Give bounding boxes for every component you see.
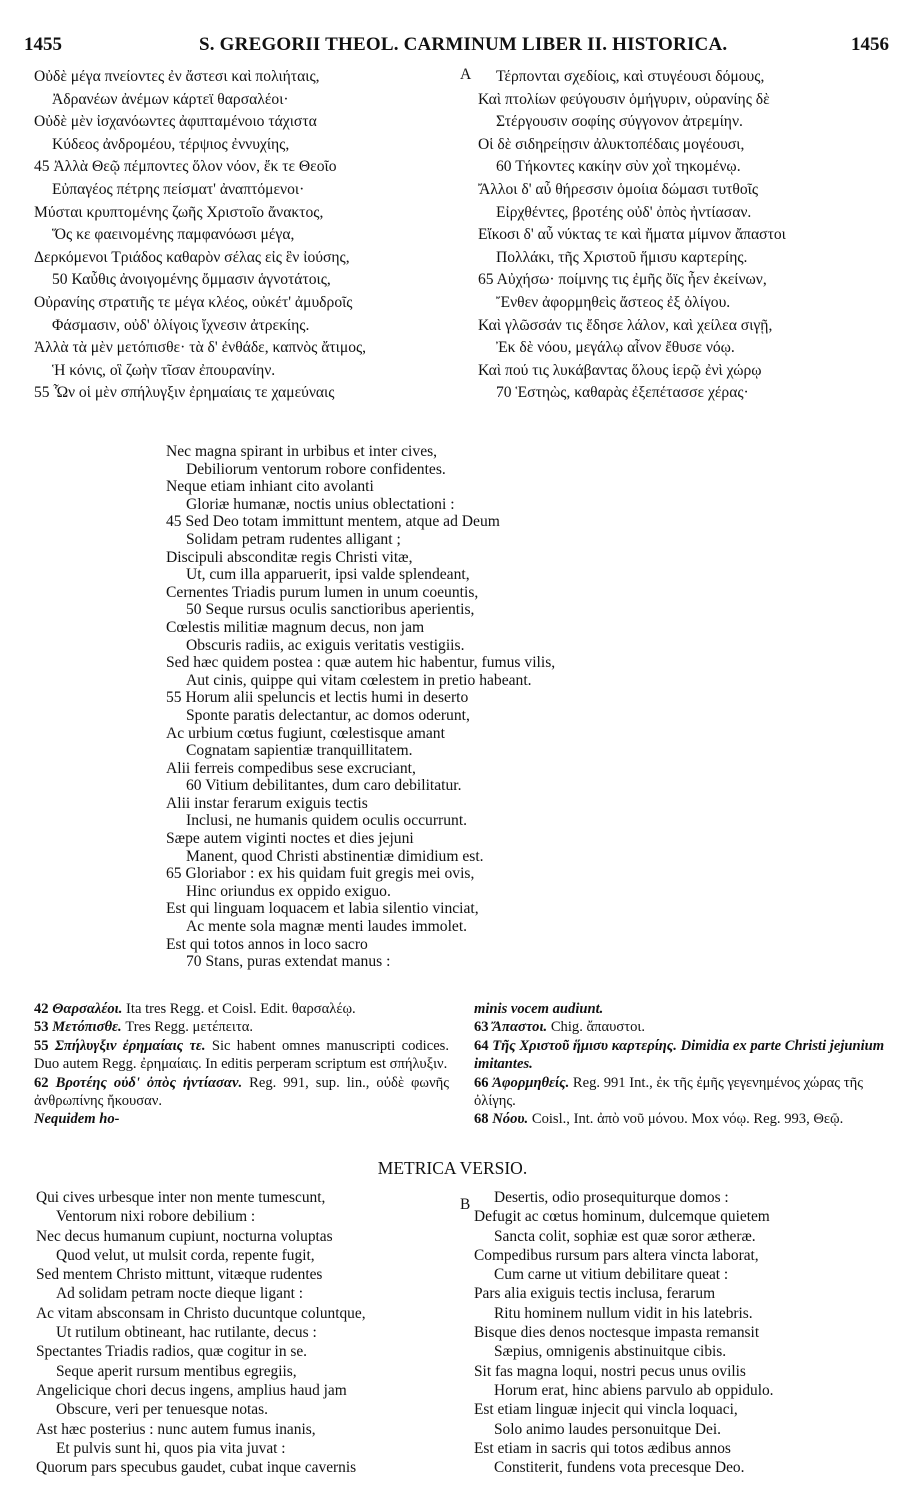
footnote	[34, 1037, 449, 1074]
greek-verse-line: Εἰρχθέντες, βροτέης οὐδ' ὀπὸς ἠντίασαν.	[496, 203, 752, 221]
latin-verse-line: Obscuris radiis, ac exiguis veritatis vestigiis.	[186, 636, 465, 654]
metrical-verse-line: Defugit ac cœtus hominum, dulcemque quietem	[474, 1208, 770, 1226]
page-number-right: 1456	[851, 34, 889, 55]
greek-verse-line: Ἀδρανέων ἀνέμων κάρτεϊ θαρσαλέοι·	[52, 90, 289, 108]
metrical-verse-line: Bisque dies denos noctesque impasta remansit	[474, 1324, 760, 1342]
latin-verse-line: 50 Seque rursus oculis sanctioribus aperientis,	[186, 601, 475, 619]
metrica-versio-heading: METRICA VERSIO.	[377, 1158, 528, 1178]
footnote-lemma: Μετόπισθε.	[52, 1019, 122, 1036]
footnote-lemma: Θαρσαλέοι.	[52, 1001, 123, 1017]
footnote-ref: 53	[34, 1019, 53, 1036]
latin-verse-line: 65 Gloriabor : ex his quidam fuit gregis mei ovis,	[166, 865, 475, 883]
metrical-verse-line: Ad solidam petram nocte dieque ligant :	[56, 1285, 304, 1303]
footnote-text: Ita tres Regg. et Coisl. Edit. θαρσαλέῳ.	[122, 1001, 356, 1017]
footnote-text: Reg. 991, sup. lin., οὐδὲ φωνῆς ἀνθρωπίνης ἤκουσαν.	[34, 1074, 449, 1110]
footnote	[34, 1110, 449, 1128]
latin-verse-line: Sponte paratis delectantur, ac domos oderunt,	[186, 706, 470, 724]
greek-verse-line: Δερκόμενοι Τριάδος καθαρὸν σέλας εἰς ἓν ἰούσης,	[34, 248, 350, 266]
footnote-ref: 68	[474, 1111, 493, 1128]
metrical-verse-line: Est etiam linguæ injecit qui vincla loquaci,	[474, 1401, 738, 1419]
metrical-verse-line: Ast hæc posterius : nunc autem fumus inanis,	[36, 1420, 316, 1438]
footnote-lemma: Ἀφορμηθείς.	[492, 1074, 570, 1091]
footnote	[474, 1110, 894, 1128]
latin-verse-line: Est qui linguam loquacem et labia silentio vinciat,	[166, 900, 479, 918]
greek-verse-line: Οἱ δὲ σιδηρείῃσιν ἀλυκτοπέδαις μογέουσι,	[478, 135, 745, 153]
footnote	[34, 1000, 449, 1018]
latin-verse-line: Discipuli absconditæ regis Christi vitæ,	[166, 548, 413, 566]
footnote	[474, 1037, 894, 1074]
greek-text-right-column	[478, 66, 898, 405]
footnote-lemma: Νόου.	[492, 1111, 529, 1128]
metrical-verse-line: Sancta colit, sophiæ est quæ soror ætheræ.	[494, 1227, 756, 1245]
greek-verse-line: Μύσται κρυπτομένης ζωῆς Χριστοῖο ἄνακτος,	[34, 203, 324, 221]
latin-verse-line: 70 Stans, puras extendat manus :	[186, 953, 391, 971]
metrical-verse-line: Ventorum nixi robore debilium :	[56, 1208, 256, 1226]
latin-verse-line: 45 Sed Deo totam immittunt mentem, atque ad Deum	[166, 513, 500, 531]
metrical-verse-line: Ut rutilum obtineant, hac rutilante, decus :	[56, 1324, 317, 1342]
latin-verse-line: Est qui totos annos in loco sacro	[166, 935, 368, 953]
metrical-version-right-column	[474, 1188, 894, 1477]
latin-verse-line: Debiliorum ventorum robore confidentes.	[186, 460, 446, 478]
latin-verse-line: Ac mente sola magnæ menti laudes immolet.	[186, 918, 468, 936]
column-marker-a: A	[460, 66, 472, 83]
footnote	[474, 1000, 894, 1018]
metrical-verse-line: Seque aperit rursum mentibus egregiis,	[56, 1362, 297, 1380]
latin-verse-line: Manent, quod Christi abstinentiæ dimidium est.	[186, 847, 484, 865]
footnote-lemma: Ἄπαστοι.	[492, 1019, 548, 1036]
footnote	[474, 1074, 894, 1111]
metrical-verse-line: Desertis, odio prosequiturque domos :	[494, 1189, 729, 1206]
latin-verse-line: Sed hæc quidem postea : quæ autem hic habentur, fumus vilis,	[166, 654, 556, 672]
greek-verse-line: Εὐπαγέος πέτρης πείσματ' ἀναπτόμενοι·	[52, 180, 305, 198]
latin-verse-line: Inclusi, ne humanis quidem oculis occurrunt.	[186, 812, 468, 830]
greek-verse-line: Καὶ γλῶσσάν τις ἔδησε λάλον, καὶ χείλεα σιγῇ,	[478, 316, 773, 334]
metrical-verse-line: Sit fas magna loqui, nostri pecus unus ovilis	[474, 1362, 746, 1380]
footnote-ref: 63	[474, 1019, 493, 1036]
greek-verse-line: Ὅς κε φαεινομένης παμφανόωσι μέγα,	[52, 226, 295, 244]
greek-verse-line: Ἡ κόνις, οἳ ζωὴν τῖσαν ἐπουρανίην.	[52, 361, 276, 379]
footnote-text: Chig. ἄπαυστοι.	[547, 1019, 645, 1036]
metrical-verse-line: Et pulvis sunt hi, quos pia vita juvat :	[56, 1439, 286, 1457]
metrical-verse-line: Ritu hominem nullum vidit in his latebris.	[494, 1304, 753, 1322]
greek-verse-line: Ἔνθεν ἀφορμηθεὶς ἄστεος ἐξ ὀλίγου.	[496, 293, 731, 311]
greek-verse-line: 70 Ἑστηὼς, καθαρὰς ἐξεπέτασσε χέρας·	[496, 384, 749, 402]
greek-verse-line: Φάσμασιν, οὐδ' ὀλίγοις ἴχνεσιν ἀτρεκίης.	[52, 316, 310, 334]
column-marker-b: B	[460, 1196, 471, 1213]
footnote-ref: 62	[34, 1074, 56, 1091]
metrical-verse-line: Nec decus humanum cupiunt, nocturna voluptas	[36, 1227, 333, 1245]
footnote	[474, 1018, 894, 1036]
latin-verse-line: Ut, cum illa apparuerit, ipsi valde splendeant,	[186, 566, 470, 584]
latin-verse-line: Cernentes Triadis purum lumen in unum coeuntis,	[166, 583, 479, 601]
footnote-lemma: Τῆς Χριστοῦ ἥμισυ καρτερίης. Dimidia ex parte Christi jejunium imitantes.	[474, 1037, 885, 1073]
footnote-lemma: Nequidem ho-	[34, 1111, 120, 1128]
footnote-ref: 64	[474, 1037, 493, 1054]
latin-translation	[166, 443, 726, 971]
metrical-verse-line: Ac vitam absconsam in Christo ducuntque coluntque,	[36, 1304, 366, 1322]
greek-verse-line: 55 Ὧν οἱ μὲν σπήλυγξιν ἐρημαίαις τε χαμεύναις	[34, 384, 335, 402]
greek-verse-line: Ἐκ δὲ νόου, μεγάλῳ αἶνον ἔθυσε νόῳ.	[496, 339, 735, 357]
greek-verse-line: 45 Ἀλλὰ Θεῷ πέμποντες ὅλον νόον, ἔκ τε Θεοῖο	[34, 158, 337, 176]
running-title: S. GREGORII THEOL. CARMINUM LIBER II. HISTORICA.	[199, 34, 728, 55]
footnote-lemma: minis vocem audiunt.	[474, 1001, 604, 1017]
greek-verse-line: Στέργουσιν σοφίης σύγγονον ἀτρεμίην.	[496, 113, 743, 131]
greek-verse-line: Τέρπονται σχεδίοις, καὶ στυγέουσι δόμους,	[496, 68, 765, 85]
greek-verse-line: 50 Καὖθις ἀνοιγομένης ὄμμασιν ἁγνοτάτοις,	[52, 271, 331, 289]
metrical-verse-line: Est etiam in sacris qui totos ædibus annos	[474, 1439, 731, 1457]
metrical-verse-line: Obscure, veri per tenuesque notas.	[56, 1401, 268, 1419]
greek-verse-line: 60 Τήκοντες κακίην σὺν χοῒ τηκομένῳ.	[496, 158, 741, 176]
footnote-ref: 42	[34, 1001, 53, 1017]
metrical-verse-line: Constiterit, fundens vota precesque Deo.	[494, 1459, 745, 1477]
greek-verse-line: Εἴκοσι δ' αὖ νύκτας τε καὶ ἤματα μίμνον ἄπαστοι	[478, 226, 786, 244]
latin-verse-line: Hinc oriundus ex oppido exiguo.	[186, 882, 391, 900]
metrical-verse-line: Quorum pars specubus gaudet, cubat inque cavernis	[36, 1459, 357, 1477]
footnote-lemma: Σπήλυγξιν ἐρημαίαις τε.	[54, 1037, 206, 1054]
greek-verse-line: Ἄλλοι δ' αὖ θήρεσσιν ὁμοίια δώμασι τυτθοῖς	[478, 180, 759, 198]
latin-verse-line: 60 Vitium debilitantes, dum caro debilitatur.	[186, 777, 462, 795]
footnote	[34, 1074, 449, 1111]
latin-verse-line: Alii instar ferarum exiguis tectis	[166, 794, 368, 812]
latin-verse-line: Gloriæ humanæ, noctis unius oblectationi :	[186, 495, 455, 513]
greek-verse-line: Καὶ πού τις λυκάβαντας ὅλους ἱερῷ ἐνὶ χώρῳ	[478, 361, 762, 379]
metrical-verse-line: Angelicique chori decus ingens, amplius haud jam	[36, 1381, 347, 1399]
metrical-verse-line: Quod velut, ut mulsit corda, repente fugit,	[56, 1246, 315, 1264]
footnote-text: Reg. 991 Int., ἐκ τῆς ἐμῆς γεγενημένος χώρας τῆς ὀλίγης.	[474, 1074, 864, 1110]
page-header	[24, 34, 889, 62]
greek-verse-line: Καὶ πτολίων φεύγουσιν ὁμήγυριν, οὐρανίης δὲ	[478, 90, 770, 108]
greek-verse-line: Ἀλλὰ τὰ μὲν μετόπισθε· τὰ δ' ἐνθάδε, καπνὸς ἄτιμος,	[34, 339, 367, 357]
footnote-ref: 66	[474, 1074, 493, 1091]
latin-verse-line: Nec magna spirant in urbibus et inter cives,	[166, 443, 438, 460]
latin-verse-line: Sæpe autem viginti noctes et dies jejuni	[166, 830, 414, 848]
footnote-lemma: Βροτέης οὐδ' ὀπὸς ἠντίασαν.	[55, 1074, 243, 1091]
metrical-verse-line: Sæpius, omnigenis abstinuitque cibis.	[494, 1343, 727, 1361]
greek-verse-line: Οὐδὲ μὲν ἰσχανόωντες ἀφιπταμένοιο τάχιστα	[34, 113, 317, 131]
footnote-text: Tres Regg. μετέπειτα.	[121, 1019, 254, 1036]
greek-verse-line: 65 Αὐχήσω· ποίμνης τις ἐμῆς ὄϊς ἦεν ἐκείνων,	[478, 271, 767, 289]
footnote-text: Sic habent omnes manuscripti codices. Duo autem Regg. ἐρημαίαις. In editis perperam scriptum est σπήλυξιν.	[34, 1037, 449, 1073]
metrical-verse-line: Horum erat, hinc abiens parvulo ab oppidulo.	[494, 1381, 774, 1399]
latin-verse-line: Solidam petram rudentes alligant ;	[186, 530, 401, 548]
footnotes-left-column	[34, 1000, 449, 1129]
latin-verse-line: Cognatam sapientiæ tranquillitatem.	[186, 742, 413, 760]
greek-verse-line: Πολλάκι, τῆς Χριστοῦ ἥμισυ καρτερίης.	[496, 248, 748, 266]
greek-verse-line: Κύδεος ἀνδρομέου, τέρψιος ἐννυχίης,	[52, 135, 290, 153]
metrical-version-left-column	[36, 1188, 456, 1477]
latin-verse-line: Ac urbium cœtus fugiunt, cœlestisque amant	[166, 724, 445, 742]
metrical-verse-line: Cum carne ut vitium debilitare queat :	[494, 1266, 729, 1284]
greek-verse-line: Οὐδὲ μέγα πνείοντες ἐν ἄστεσι καὶ πολιήταις,	[34, 68, 320, 85]
latin-verse-line: Cœlestis militiæ magnum decus, non jam	[166, 618, 425, 636]
latin-verse-line: 55 Horum alii speluncis et lectis humi in deserto	[166, 689, 469, 707]
metrical-verse-line: Spectantes Triadis radios, quæ cogitur in se.	[36, 1343, 308, 1361]
greek-text-left-column	[34, 66, 454, 405]
metrical-verse-line: Solo animo laudes personuitque Dei.	[494, 1420, 721, 1438]
latin-verse-line: Neque etiam inhiant cito avolanti	[166, 478, 374, 496]
metrical-verse-line: Qui cives urbesque inter non mente tumescunt,	[36, 1189, 326, 1206]
footnote-text: Coisl., Int. ἀπὸ νοῦ μόνου. Mox νόῳ. Reg. 993, Θεῷ.	[528, 1111, 844, 1128]
metrical-verse-line: Sed mentem Christo mittunt, vitæque rudentes	[36, 1266, 323, 1284]
metrical-verse-line: Compedibus rursum pars altera vincta laborat,	[474, 1246, 759, 1264]
latin-verse-line: Aut cinis, quippe qui vitam cœlestem in pretio habeant.	[186, 671, 532, 689]
footnotes-right-column	[474, 1000, 894, 1129]
page-number-left: 1455	[24, 34, 62, 55]
greek-verse-line: Οὐρανίης στρατιῆς τε μέγα κλέος, οὐκέτ' ἀμυδροῖς	[34, 293, 353, 311]
latin-verse-line: Alii ferreis compedibus sese excruciant,	[166, 759, 416, 777]
footnote-ref: 55	[34, 1037, 55, 1054]
footnote	[34, 1018, 449, 1036]
metrical-verse-line: Pars alia exiguis tectis inclusa, ferarum	[474, 1285, 716, 1303]
